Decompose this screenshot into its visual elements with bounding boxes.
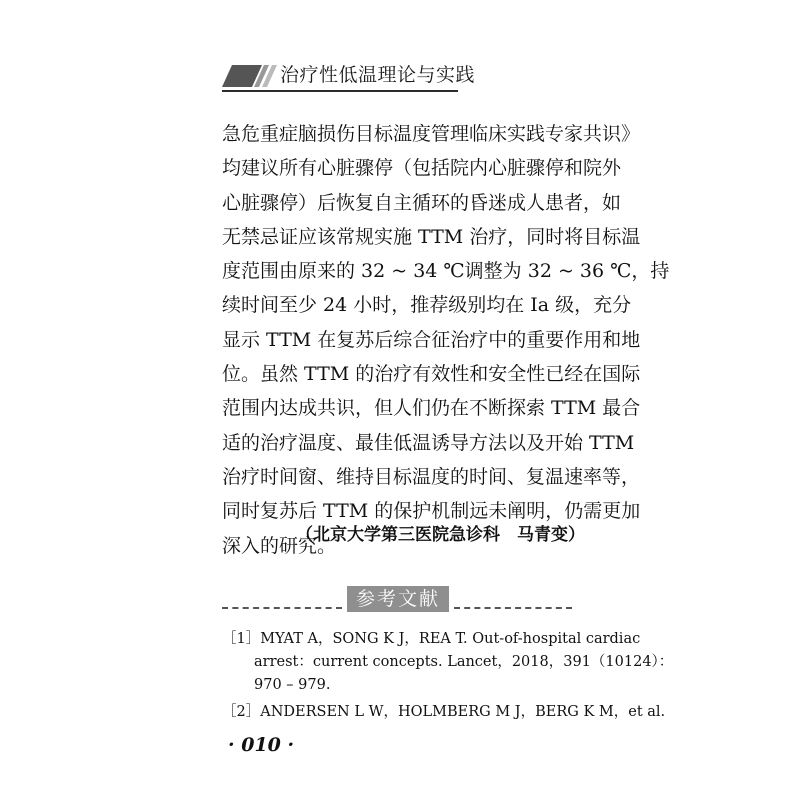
- dashed-rule-left: [222, 607, 342, 609]
- author-attribution: （北京大学第三医院急诊科 马青变）: [296, 525, 585, 545]
- references-list: [222, 628, 674, 724]
- body-line: 心脏骤停）后恢复自主循环的昏迷成人患者，如: [222, 191, 622, 214]
- running-header: [222, 63, 476, 89]
- reference-line: ［2］ANDERSEN L W，HOLMBERG M J，BERG K M，et al.: [222, 704, 666, 720]
- reference-number: ［1］: [222, 631, 261, 647]
- reference-number: ［2］: [222, 704, 261, 720]
- dashed-rule-right: [454, 607, 572, 609]
- header-rule: [222, 90, 458, 92]
- page-number: · 010 ·: [228, 734, 295, 756]
- body-line: 治疗时间窗、维持目标温度的时间、复温速率等，: [222, 465, 641, 488]
- reference-line: 970 – 979.: [254, 677, 331, 693]
- header-stripes-graphic: [222, 63, 278, 89]
- reference-item: [222, 701, 666, 724]
- body-line: 急危重症脑损伤目标温度管理临床实践专家共识》: [222, 123, 641, 145]
- references-heading: [222, 586, 572, 614]
- body-line: 范围内达成共识，但人们仍在不断探索 TTM 最合: [222, 397, 641, 420]
- reference-item: [222, 628, 674, 697]
- body-line: 续时间至少 24 小时，推荐级别均在 Ⅰa 级，充分: [222, 294, 632, 317]
- body-line: 无禁忌证应该常规实施 TTM 治疗，同时将目标温: [222, 225, 641, 248]
- book-title: 治疗性低温理论与实践: [280, 64, 476, 86]
- body-line: 同时复苏后 TTM 的保护机制远未阐明，仍需更加: [222, 500, 641, 523]
- body-line: 深入的研究。: [222, 534, 337, 557]
- body-paragraph: [222, 117, 670, 563]
- reference-line: ［1］MYAT A，SONG K J，REA T. Out-of-hospital cardiac: [222, 631, 641, 647]
- body-line: 均建议所有心脏骤停（包括院内心脏骤停和院外: [222, 157, 622, 180]
- body-line: 度范围由原来的 32 ~ 34 ℃调整为 32 ~ 36 ℃，持: [222, 260, 670, 283]
- references-title: 参考文献: [347, 586, 449, 612]
- body-line: 适的治疗温度、最佳低温诱导方法以及开始 TTM: [222, 431, 635, 454]
- body-line: 显示 TTM 在复苏后综合征治疗中的重要作用和地: [222, 328, 641, 351]
- reference-line: arrest：current concepts. Lancet，2018，391（10124）：: [254, 654, 674, 670]
- body-line: 位。虽然 TTM 的治疗有效性和安全性已经在国际: [222, 363, 641, 386]
